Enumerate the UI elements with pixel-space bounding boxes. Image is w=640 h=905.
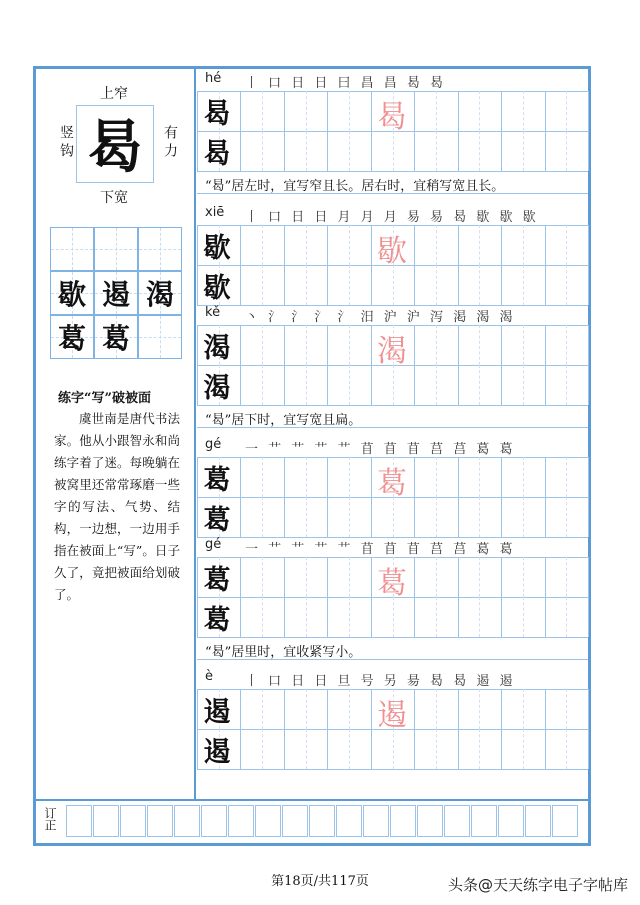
trace-character: 遏 (377, 698, 407, 733)
word-cell: 葛 (50, 315, 94, 359)
stroke-order: 丶 氵 氵 氵 氵 汨 沪 沪 泻 渇 渴 渴 (245, 310, 516, 325)
stroke-order: 一 艹 艹 艹 艹 苜 苜 苜 莒 莒 葛 葛 (245, 542, 516, 557)
story-text: 虞世南是唐代书法家。他从小跟智永和尚练字着了迷。每晚躺在被窝里还常常琢磨一些字的写法、气势、结构，一边想，一边用手指在被面上“写”。日子久了，竟把被面给划破了。 (54, 411, 180, 602)
pinyin-row (197, 303, 588, 326)
word-cell: 遏 (94, 271, 138, 315)
writing-grid[interactable] (197, 91, 588, 171)
stroke-order: 一 艹 艹 艹 艹 苜 苜 苜 莒 莒 葛 葛 (245, 442, 516, 457)
pinyin-row (197, 435, 588, 458)
correction-cell[interactable] (174, 805, 200, 837)
pinyin: è (205, 669, 213, 684)
word-cell: 歇 (50, 271, 94, 315)
correction-cell[interactable] (444, 805, 470, 837)
correction-cell[interactable] (552, 805, 578, 837)
column-divider (194, 69, 196, 799)
trace-character: 渴 (377, 334, 407, 369)
pinyin-row (197, 535, 588, 558)
pinyin-row (197, 203, 588, 226)
diagram-character: 曷 (76, 105, 154, 183)
diagram-top-label: 上窄 (100, 86, 128, 102)
example-word-grid (50, 227, 183, 359)
tip-row (197, 637, 588, 660)
diagram-bottom-label: 下宽 (100, 190, 128, 206)
model-character: 渴 (203, 372, 231, 404)
pinyin: gé (205, 437, 222, 452)
trace-character: 曷 (377, 100, 407, 135)
structure-diagram (36, 69, 194, 219)
stroke-order: 丨 口 日 日 月 月 月 易 易 曷 歇 歇 歇 (245, 210, 539, 225)
writing-tip: “曷”居左时，宜写窄且长。居右时，宜稍写宽且长。 (205, 179, 505, 194)
watermark: 头条@天天练字电子字帖库 (447, 876, 628, 894)
correction-cell[interactable] (363, 805, 389, 837)
writing-grid[interactable] (197, 225, 588, 305)
correction-cell[interactable] (525, 805, 551, 837)
writing-tip: “曷”居下时，宜写宽且扁。 (205, 413, 362, 428)
model-character: 渴 (203, 332, 231, 364)
trace-character: 葛 (377, 566, 407, 601)
diagram-right-label: 有力 (162, 125, 178, 161)
correction-cell[interactable] (336, 805, 362, 837)
model-character: 歇 (203, 232, 231, 264)
correction-cell[interactable] (201, 805, 227, 837)
correction-cell[interactable] (66, 805, 92, 837)
correction-cell[interactable] (255, 805, 281, 837)
correction-area (36, 801, 588, 843)
writing-tip: “曷”居里时，宜收紧写小。 (205, 645, 362, 660)
word-cell: 葛 (94, 315, 138, 359)
story-title: 练字“写”破被面 (58, 391, 151, 406)
correction-cell[interactable] (93, 805, 119, 837)
stroke-order: 丨 口 日 日 旦 号 另 昜 曷 曷 遏 遏 (245, 674, 516, 689)
correction-cell[interactable] (120, 805, 146, 837)
practice-sheet-frame (33, 66, 591, 846)
pinyin: xiē (205, 205, 225, 220)
model-character: 遏 (203, 736, 231, 768)
diagram-left-label: 竖钩 (58, 125, 74, 161)
writing-grid[interactable] (197, 557, 588, 637)
writing-grid[interactable] (197, 689, 588, 769)
model-character: 曷 (203, 138, 231, 170)
trace-character: 葛 (377, 466, 407, 501)
stroke-order: 丨 口 日 日 曰 昌 昌 曷 曷 (245, 76, 447, 91)
correction-cell[interactable] (282, 805, 308, 837)
correction-label: 订正 (43, 807, 57, 831)
page-number: 第18页/共117页 (271, 874, 369, 889)
writing-grid[interactable] (197, 457, 588, 537)
correction-cell[interactable] (390, 805, 416, 837)
pinyin-row (197, 667, 588, 690)
model-character: 葛 (203, 504, 231, 536)
tip-row (197, 171, 588, 194)
correction-cell[interactable] (471, 805, 497, 837)
model-character: 葛 (203, 564, 231, 596)
trace-character: 歇 (377, 234, 407, 269)
correction-cell[interactable] (309, 805, 335, 837)
correction-cell[interactable] (498, 805, 524, 837)
model-character: 遏 (203, 696, 231, 728)
model-character: 歇 (203, 272, 231, 304)
word-cell (138, 315, 182, 359)
model-character: 葛 (203, 464, 231, 496)
word-cell: 渴 (138, 271, 182, 315)
correction-cell[interactable] (228, 805, 254, 837)
correction-cell[interactable] (147, 805, 173, 837)
model-character: 曷 (203, 98, 231, 130)
pinyin-row (197, 69, 588, 92)
tip-row (197, 405, 588, 428)
pinyin: kě (205, 305, 221, 320)
writing-grid[interactable] (197, 325, 588, 405)
correction-cell[interactable] (417, 805, 443, 837)
pinyin: hé (205, 71, 222, 86)
pinyin: gé (205, 537, 222, 552)
model-character: 葛 (203, 604, 231, 636)
